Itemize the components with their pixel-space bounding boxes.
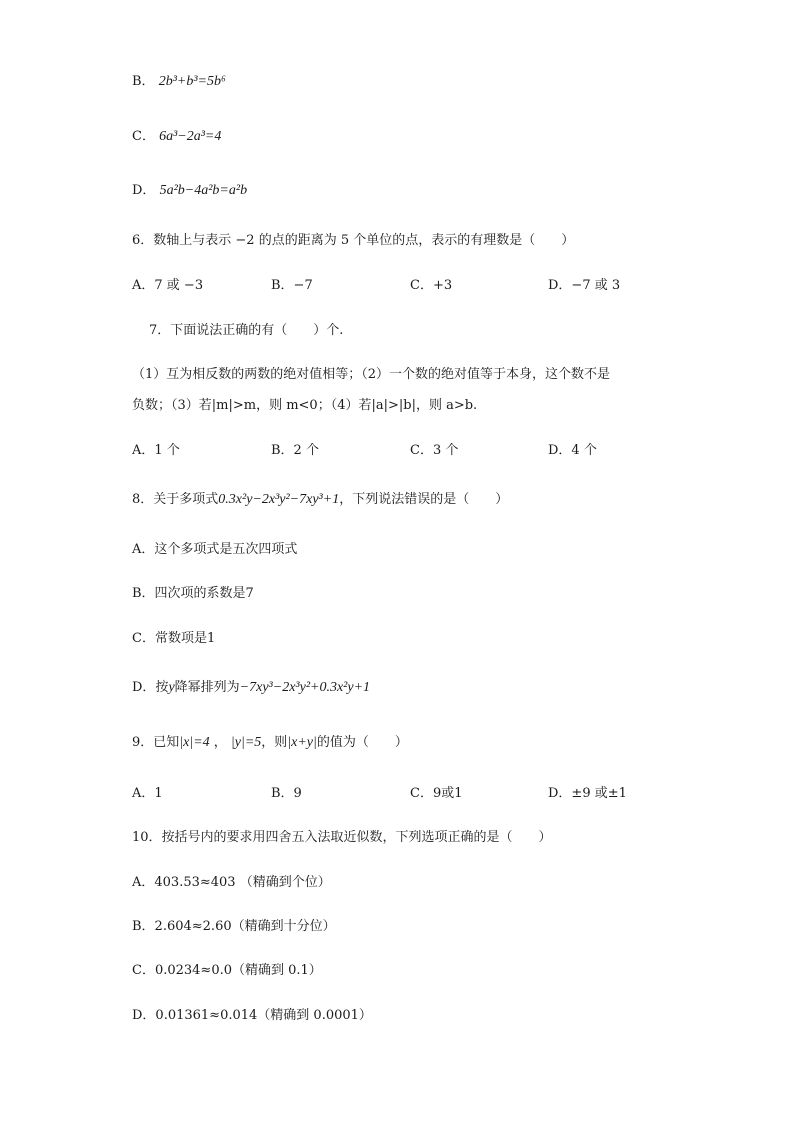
q9-option-a: A．1 xyxy=(132,786,163,801)
q8-option-c: C．常数项是1 xyxy=(132,631,216,646)
q6-option-a: A．7 或 −3 xyxy=(132,278,204,293)
q7-statement-line-2: 负数；（3）若|m|>m，则 m<0；（4）若|a|>|b|，则 a>b. xyxy=(132,398,478,413)
q10-option-a: A．403.53≈403 （精确到个位） xyxy=(132,875,331,890)
q5-option-b xyxy=(132,72,226,92)
q7-option-a: A．1 个 xyxy=(132,443,180,458)
q9-option-c: C．9或1 xyxy=(410,786,463,801)
option-label: B． xyxy=(132,74,155,89)
option-expression: 5a²b−4a²b=a²b xyxy=(159,183,248,198)
q7-statement-line-1: （1）互为相反数的两数的绝对值相等；（2）一个数的绝对值等于本身，这个数不是 xyxy=(132,367,611,382)
q10-option-c: C．0.0234≈0.0（精确到 0.1） xyxy=(132,963,322,978)
q8-d-polynomial: −7xy³−2x³y²+0.3x²y+1 xyxy=(239,680,371,695)
q8-d-variable: y xyxy=(168,680,175,695)
q5-option-c xyxy=(132,127,221,147)
q9-stem-suffix: 的值为（ ） xyxy=(316,735,408,750)
option-label: C． xyxy=(132,129,155,144)
q7-stem: 7．下面说法正确的有（ ）个. xyxy=(149,323,344,338)
option-expression: 6a³−2a³=4 xyxy=(159,129,222,144)
q10-stem: 10．按括号内的要求用四舍五入法取近似数，下列选项正确的是（ ） xyxy=(132,830,552,845)
q6-stem: 6．数轴上与表示 −2 的点的距离为 5 个单位的点，表示的有理数是（ ） xyxy=(132,233,575,248)
q10-option-d: D．0.01361≈0.014（精确到 0.0001） xyxy=(132,1008,372,1023)
option-label: D． xyxy=(132,183,156,198)
q9-stem: 9．已知|x|=4 ， |y|=5，则|x+y|的值为（ ） xyxy=(132,735,408,750)
q8-option-b: B．四次项的系数是7 xyxy=(132,586,254,601)
q6-option-d: D．−7 或 3 xyxy=(548,278,621,293)
q8-d-prefix: D．按 xyxy=(132,680,169,695)
q8-polynomial: 0.3x²y−2x³y²−7xy³+1 xyxy=(218,492,340,507)
q10-option-b: B．2.604≈2.60（精确到十分位） xyxy=(132,919,336,934)
q6-option-b: B．−7 xyxy=(271,278,313,293)
q5-option-d xyxy=(132,181,247,201)
q9-expression: |x+y| xyxy=(287,735,317,750)
q9-stem-mid: ，则 xyxy=(261,735,288,750)
q7-option-b: B．2 个 xyxy=(271,443,319,458)
q9-condition-1: |x|=4 xyxy=(179,735,210,750)
q6-option-c: C．+3 xyxy=(410,278,453,293)
q7-option-c: C．3 个 xyxy=(410,443,459,458)
q9-option-d: D．±9 或±1 xyxy=(548,786,627,801)
q8-stem-suffix: ，下列说法错误的是（ ） xyxy=(339,492,509,507)
q8-option-d xyxy=(132,678,370,698)
q8-d-mid: 降幂排列为 xyxy=(174,680,240,695)
q8-stem-prefix: 8．关于多项式 xyxy=(132,492,219,507)
q8-stem xyxy=(132,490,508,510)
q8-option-a: A．这个多项式是五次四项式 xyxy=(132,542,298,557)
option-expression: 2b³+b³=5b⁶ xyxy=(158,74,226,89)
q9-stem-prefix: 9．已知 xyxy=(132,735,180,750)
q7-option-d: D．4 个 xyxy=(548,443,597,458)
q9-option-b: B．9 xyxy=(271,786,302,801)
q9-condition-2: |y|=5 xyxy=(230,735,262,750)
